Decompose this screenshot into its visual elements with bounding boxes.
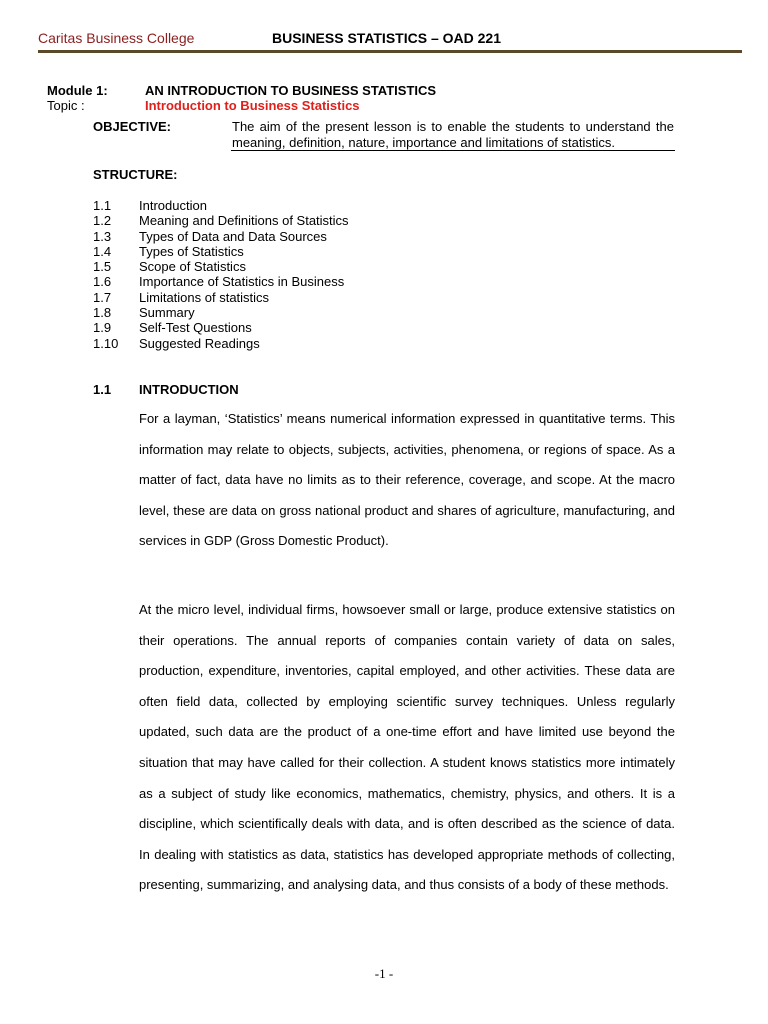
module-label: Module 1: — [47, 83, 108, 98]
topic-label: Topic : — [47, 98, 85, 113]
structure-item-number: 1.10 — [93, 335, 119, 351]
college-name: Caritas Business College — [38, 30, 195, 46]
course-title: BUSINESS STATISTICS – OAD 221 — [272, 30, 501, 46]
structure-item-number: 1.6 — [93, 274, 112, 290]
page-header — [38, 30, 741, 50]
structure-item-text: Limitations of statistics — [139, 289, 270, 305]
objective-label: OBJECTIVE: — [93, 119, 172, 134]
objective-text: The aim of the present lesson is to enable the students to understand the meaning, definition, nature, importance and limitations of statistics. — [232, 119, 674, 150]
structure-item-text: Self-Test Questions — [139, 320, 252, 336]
topic-title: Introduction to Business Statistics — [145, 98, 360, 113]
structure-item-text: Importance of Statistics in Business — [139, 274, 345, 290]
structure-item-text: Meaning and Definitions of Statistics — [139, 213, 349, 229]
structure-item-text: Suggested Readings — [139, 335, 260, 351]
structure-item-number: 1.7 — [93, 289, 112, 305]
structure-item-text: Types of Statistics — [139, 243, 244, 259]
structure-item-number: 1.9 — [93, 320, 112, 336]
body-paragraph: At the micro level, individual firms, howsoever small or large, produce extensive statistics on their operations. The annual reports of companies contain variety of data on sales, production, expenditure, inventories, capital employed, and other activities. These data are often field data, collected by employing scientific survey techniques. Unless regularly updated, such data are the product of a one-time effort and have limited use beyond the situation that may have called for their collection. A student knows statistics more intimately as a subject of study like economics, mathematics, chemistry, physics, and others. It is a discipline, which scientifically deals with data, and is often described as the science of data. In dealing with statistics as data, statistics has developed appropriate methods of collecting, presenting, summarizing, and analysing data, and thus consists of a body of these methods. — [139, 602, 675, 893]
body-paragraph: For a layman, ‘Statistics’ means numerical information expressed in quantitative terms. This information may relate to objects, subjects, activities, phenomena, or regions of space. As a matter of fact, data have no limits as to their reference, coverage, and scope. At the macro level, these are data on gross national product and shares of agriculture, manufacturing, and services in GDP (Gross Domestic Product). — [139, 411, 675, 549]
structure-item-number: 1.4 — [93, 243, 112, 259]
structure-item-text: Types of Data and Data Sources — [139, 228, 327, 244]
structure-item-text: Scope of Statistics — [139, 259, 246, 275]
module-title: AN INTRODUCTION TO BUSINESS STATISTICS — [145, 83, 437, 98]
structure-item-number: 1.8 — [93, 305, 112, 321]
structure-item-text: Introduction — [139, 198, 207, 213]
objective-divider — [231, 150, 675, 151]
structure-item-number: 1.5 — [93, 259, 112, 275]
section-number: 1.1 — [93, 382, 112, 397]
header-divider — [38, 50, 742, 53]
structure-item-number: 1.3 — [93, 228, 112, 244]
section-title: INTRODUCTION — [139, 382, 239, 397]
page-number: -1 - — [374, 966, 394, 981]
structure-item-number: 1.2 — [93, 213, 112, 229]
structure-title: STRUCTURE: — [93, 167, 178, 182]
structure-item-number: 1.1 — [93, 198, 112, 213]
structure-item-text: Summary — [139, 305, 195, 321]
